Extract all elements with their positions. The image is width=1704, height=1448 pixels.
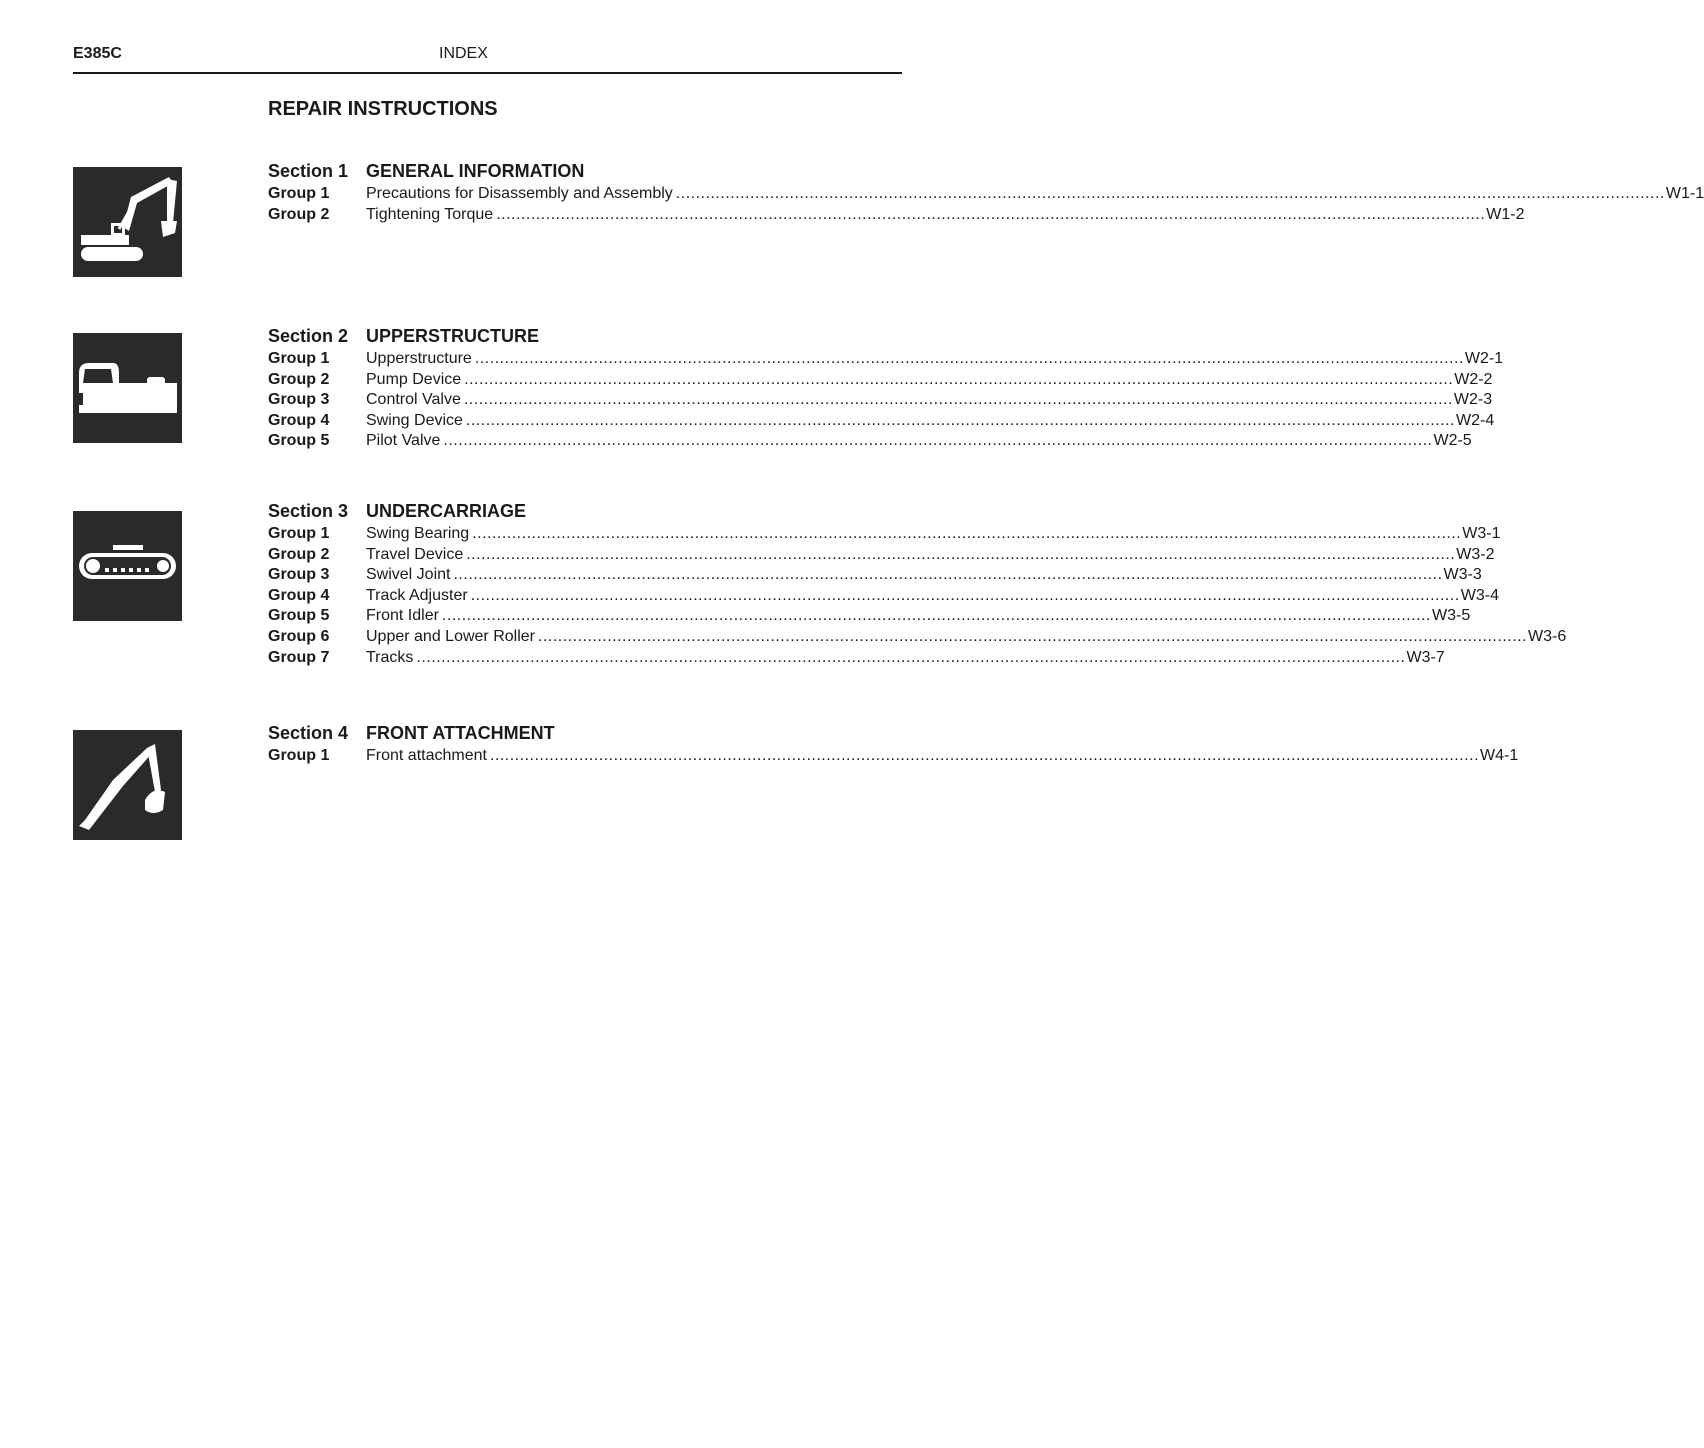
entry-title: Front Idler — [366, 606, 442, 626]
entry-title: Tightening Torque — [366, 205, 496, 225]
toc-entry[interactable] — [366, 565, 1482, 585]
toc-row[interactable] — [268, 565, 1482, 586]
toc-row[interactable] — [268, 627, 1567, 648]
group-label: Group 4 — [268, 411, 330, 429]
toc-entry[interactable] — [366, 390, 1493, 410]
toc-entry[interactable] — [366, 746, 1519, 766]
page-ref[interactable]: W2-1 — [1464, 350, 1504, 367]
page-ref[interactable]: W2-3 — [1453, 391, 1493, 409]
toc-row[interactable] — [268, 524, 1501, 545]
page-ref[interactable]: W3-6 — [1528, 627, 1567, 645]
toc-entry[interactable] — [366, 349, 1504, 369]
entry-title: Upper and Lower Roller — [366, 627, 538, 647]
section-2 — [268, 325, 1504, 452]
page-ref[interactable]: W1-2 — [1486, 205, 1525, 223]
group-label: Group 4 — [268, 586, 330, 604]
section-heading — [268, 500, 897, 524]
page-ref[interactable]: W3-4 — [1460, 586, 1499, 604]
group-label: Group 3 — [268, 566, 330, 584]
toc-row[interactable] — [268, 586, 1499, 607]
entry-title: Pump Device — [366, 370, 464, 390]
upperstructure-icon — [73, 333, 182, 443]
entry-title: Precautions for Disassembly and Assembly — [366, 184, 676, 204]
group-label: Group 2 — [268, 545, 330, 563]
toc-row[interactable] — [268, 370, 1493, 391]
excavator-icon — [73, 167, 182, 277]
toc-entry[interactable] — [366, 606, 1471, 626]
toc-row[interactable] — [268, 390, 1493, 411]
group-label: Group 1 — [268, 747, 330, 764]
page-title: REPAIR INSTRUCTIONS — [268, 98, 498, 120]
entry-title: Travel Device — [366, 545, 466, 565]
section-number: Section 3 — [268, 501, 349, 521]
page-ref[interactable]: W3-3 — [1443, 566, 1482, 584]
entry-title: Track Adjuster — [366, 586, 471, 606]
dot-leader: ........................................................................................................................................................................................................ — [537, 627, 1528, 645]
toc-entry[interactable] — [366, 431, 1472, 451]
toc-row[interactable] — [268, 184, 1704, 205]
dot-leader: ........................................................................................................................................................................................................ — [464, 370, 1454, 388]
entry-title: Swivel Joint — [366, 565, 453, 585]
toc-entry[interactable] — [366, 586, 1499, 606]
page-ref[interactable]: W3-1 — [1462, 525, 1501, 542]
section-title: GENERAL INFORMATION — [366, 161, 585, 181]
section-4 — [268, 722, 1519, 767]
dot-leader: ........................................................................................................................................................................................................ — [496, 205, 1486, 223]
section-heading — [268, 325, 897, 349]
section-1 — [268, 160, 1704, 225]
entry-title: Swing Bearing — [366, 524, 472, 544]
toc-row[interactable] — [268, 411, 1495, 432]
entry-title: Swing Device — [366, 411, 466, 431]
dot-leader: ........................................................................................................................................................................................................ — [463, 391, 1453, 409]
section-heading — [268, 160, 897, 184]
dot-leader: ........................................................................................................................................................................................................ — [472, 525, 1462, 542]
toc-entry[interactable] — [366, 370, 1493, 390]
toc-entry[interactable] — [366, 205, 1525, 225]
page-ref[interactable]: W3-7 — [1406, 648, 1445, 666]
section-number: Section 2 — [268, 326, 349, 346]
page-ref[interactable]: W1-1 — [1665, 185, 1704, 202]
group-label: Group 1 — [268, 350, 330, 367]
group-label: Group 2 — [268, 370, 330, 388]
dot-leader: ........................................................................................................................................................................................................ — [470, 586, 1460, 604]
toc-row[interactable] — [268, 205, 1525, 226]
header-label: INDEX — [439, 45, 488, 62]
section-heading — [268, 722, 897, 746]
dot-leader: ........................................................................................................................................................................................................ — [466, 545, 1456, 563]
page-ref[interactable]: W4-1 — [1480, 747, 1519, 764]
toc-entry[interactable] — [366, 524, 1501, 544]
dot-leader: ........................................................................................................................................................................................................ — [443, 432, 1433, 450]
group-label: Group 7 — [268, 648, 330, 666]
dot-leader: ........................................................................................................................................................................................................ — [416, 648, 1406, 666]
entry-title: Front attachment — [366, 746, 490, 766]
toc-entry[interactable] — [366, 411, 1495, 431]
group-label: Group 1 — [268, 185, 330, 202]
toc-row[interactable] — [268, 606, 1471, 627]
toc-row[interactable] — [268, 648, 1445, 669]
page-ref[interactable]: W2-4 — [1456, 411, 1495, 429]
entry-title: Tracks — [366, 648, 416, 668]
toc-row[interactable] — [268, 349, 1504, 370]
section-3 — [268, 500, 1567, 668]
group-label: Group 5 — [268, 607, 330, 625]
model-code: E385C — [73, 45, 122, 62]
section-number: Section 1 — [268, 161, 349, 181]
header-divider — [73, 72, 902, 74]
dot-leader: ........................................................................................................................................................................................................ — [441, 607, 1431, 625]
page-ref[interactable]: W2-5 — [1433, 432, 1472, 450]
front-attachment-icon — [73, 730, 182, 840]
toc-entry[interactable] — [366, 648, 1445, 668]
dot-leader: ........................................................................................................................................................................................................ — [489, 747, 1480, 764]
section-title: UNDERCARRIAGE — [366, 501, 527, 521]
group-label: Group 3 — [268, 391, 330, 409]
toc-row[interactable] — [268, 746, 1519, 767]
entry-title: Upperstructure — [366, 349, 475, 369]
group-label: Group 1 — [268, 525, 330, 542]
section-title: FRONT ATTACHMENT — [366, 723, 555, 743]
dot-leader: ........................................................................................................................................................................................................ — [465, 411, 1455, 429]
group-label: Group 6 — [268, 627, 330, 645]
dot-leader: ........................................................................................................................................................................................................ — [453, 566, 1443, 584]
page-ref[interactable]: W2-2 — [1454, 370, 1493, 388]
entry-title: Control Valve — [366, 390, 464, 410]
toc-entry[interactable] — [366, 184, 1704, 204]
section-title: UPPERSTRUCTURE — [366, 326, 540, 346]
toc-row[interactable] — [268, 545, 1495, 566]
group-label: Group 2 — [268, 205, 330, 223]
toc-row[interactable] — [268, 431, 1472, 452]
entry-title: Pilot Valve — [366, 431, 443, 451]
undercarriage-icon — [73, 511, 182, 621]
dot-leader: ........................................................................................................................................................................................................ — [474, 350, 1464, 367]
page-ref[interactable]: W3-2 — [1456, 545, 1495, 563]
page-ref[interactable]: W3-5 — [1431, 607, 1471, 625]
group-label: Group 5 — [268, 432, 330, 450]
section-number: Section 4 — [268, 723, 349, 743]
toc-entry[interactable] — [366, 545, 1495, 565]
toc-entry[interactable] — [366, 627, 1567, 647]
dot-leader: ........................................................................................................................................................................................................ — [675, 185, 1665, 202]
